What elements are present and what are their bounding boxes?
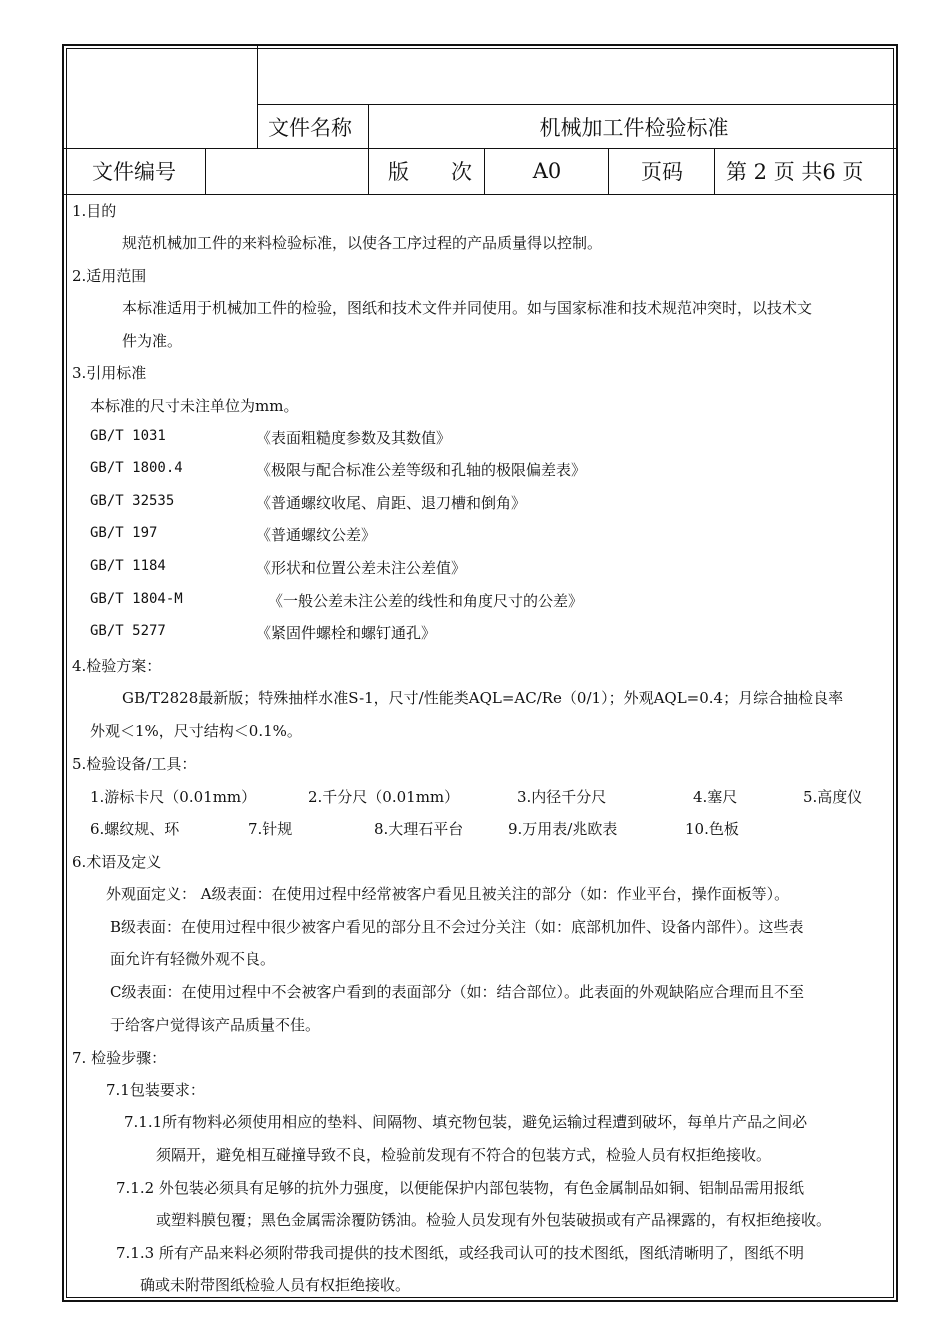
s712-line-2: 或塑料膜包覆；黑色金属需涂覆防锈油。检验人员发现有外包装破损或有产品裸露的，有权拒绝接收。 [156, 1211, 832, 1229]
s3-title: 3.引用标准 [72, 364, 147, 382]
standard-code: GB/T 32535 [90, 493, 175, 509]
s713-line-2: 确或未附带图纸检验人员有权拒绝接收。 [140, 1276, 411, 1294]
standard-name: 《普通螺纹收尾、肩距、退刀槽和倒角》 [256, 494, 527, 512]
tool-item: 6.螺纹规、环 [90, 820, 180, 838]
standard-code: GB/T 5277 [90, 623, 166, 639]
standard-name: 《极限与配合标准公差等级和孔轴的极限偏差表》 [256, 461, 587, 479]
tool-item: 4.塞尺 [693, 788, 738, 806]
tool-item: 7.针规 [248, 820, 293, 838]
s2-body-1: 本标准适用于机械加工件的检验，图纸和技术文件并同使用。如与国家标准和技术规范冲突时，以技术文 [122, 299, 813, 317]
s6-c-1: C级表面：在使用过程中不会被客户看到的表面部分（如：结合部位）。此表面的外观缺陷应合理而且不至 [110, 983, 804, 1001]
s4-body-1: GB/T2828最新版；特殊抽样水准S-1，尺寸/性能类AQL=AC/Re（0/1）；外观AQL=0.4；月综合抽检良率 [122, 689, 844, 707]
s5-title: 5.检验设备/工具： [72, 755, 197, 773]
tool-item: 10.色板 [685, 820, 739, 838]
s6-b-2: 面允许有轻微外观不良。 [110, 950, 276, 968]
standard-code: GB/T 1031 [90, 428, 166, 444]
standard-name: 《表面粗糙度参数及其数值》 [256, 429, 452, 447]
s6-b-1: B级表面：在使用过程中很少被客户看见的部分且不会过分关注（如：底部机加件、设备内部件）。这些表 [110, 918, 804, 936]
s713-line-1: 7.1.3 所有产品来料必须附带我司提供的技术图纸，或经我司认可的技术图纸，图纸清晰明了，图纸不明 [116, 1244, 804, 1262]
s7-title: 7. 检验步骤： [72, 1049, 167, 1067]
s2-body-2: 件为准。 [122, 332, 183, 350]
page-value: 第 2 页 共6 页 [726, 160, 864, 184]
standard-code: GB/T 1800.4 [90, 460, 183, 476]
header-vline-1 [257, 46, 258, 148]
file-no-label: 文件编号 [92, 160, 176, 184]
header-vline-5 [608, 148, 609, 194]
standard-code: GB/T 197 [90, 525, 158, 541]
header-line-3 [62, 194, 898, 195]
s71-title: 7.1包装要求： [106, 1081, 205, 1099]
s711-line-2: 须隔开，避免相互碰撞导致不良，检验前发现有不符合的包装方式，检验人员有权拒绝接收。 [156, 1146, 772, 1164]
header-line-1 [258, 104, 898, 105]
tool-item: 8.大理石平台 [374, 820, 464, 838]
standard-code: GB/T 1184 [90, 558, 166, 574]
tool-item: 5.高度仪 [803, 788, 863, 806]
file-name-value: 机械加工件检验标准 [539, 116, 729, 140]
header-vline-2 [368, 104, 369, 194]
standard-name: 《紧固件螺栓和螺钉通孔》 [256, 624, 437, 642]
standard-name: 《一般公差未注公差的线性和角度尺寸的公差》 [268, 592, 584, 610]
version-value: A0 [532, 159, 562, 183]
s4-body-2: 外观＜1%，尺寸结构＜0.1%。 [90, 722, 302, 740]
s712-line-1: 7.1.2 外包装必须具有足够的抗外力强度，以便能保护内部包装物，有色金属制品如铜、铝制品需用报纸 [116, 1179, 804, 1197]
s6-a: 外观面定义： A级表面：在使用过程中经常被客户看见且被关注的部分（如：作业平台，操作面板等）。 [106, 885, 790, 903]
version-label: 版 次 [388, 160, 472, 184]
tool-item: 1.游标卡尺（0.01mm） [90, 788, 257, 806]
header-vline-6 [714, 148, 715, 194]
standard-name: 《普通螺纹公差》 [256, 526, 377, 544]
standard-code: GB/T 1804-M [90, 591, 183, 607]
s6-c-2: 于给客户觉得该产品质量不佳。 [110, 1016, 321, 1034]
s1-title: 1.目的 [72, 202, 117, 220]
tool-item: 2.千分尺（0.01mm） [308, 788, 460, 806]
s6-title: 6.术语及定义 [72, 853, 162, 871]
file-name-label: 文件名称 [268, 116, 352, 140]
s1-body: 规范机械加工件的来料检验标准，以使各工序过程的产品质量得以控制。 [122, 234, 603, 252]
page-label: 页码 [641, 160, 683, 184]
s4-title: 4.检验方案： [72, 657, 162, 675]
tool-item: 9.万用表/兆欧表 [508, 820, 618, 838]
s711-line-1: 7.1.1所有物料必须使用相应的垫料、间隔物、填充物包装，避免运输过程遭到破坏，每单片产品之间必 [124, 1113, 808, 1131]
s3-note: 本标准的尺寸未注单位为mm。 [90, 397, 299, 415]
header-vline-4 [484, 148, 485, 194]
s2-title: 2.适用范围 [72, 267, 147, 285]
tool-item: 3.内径千分尺 [517, 788, 607, 806]
standard-name: 《形状和位置公差未注公差值》 [256, 559, 467, 577]
header-vline-3 [205, 148, 206, 194]
